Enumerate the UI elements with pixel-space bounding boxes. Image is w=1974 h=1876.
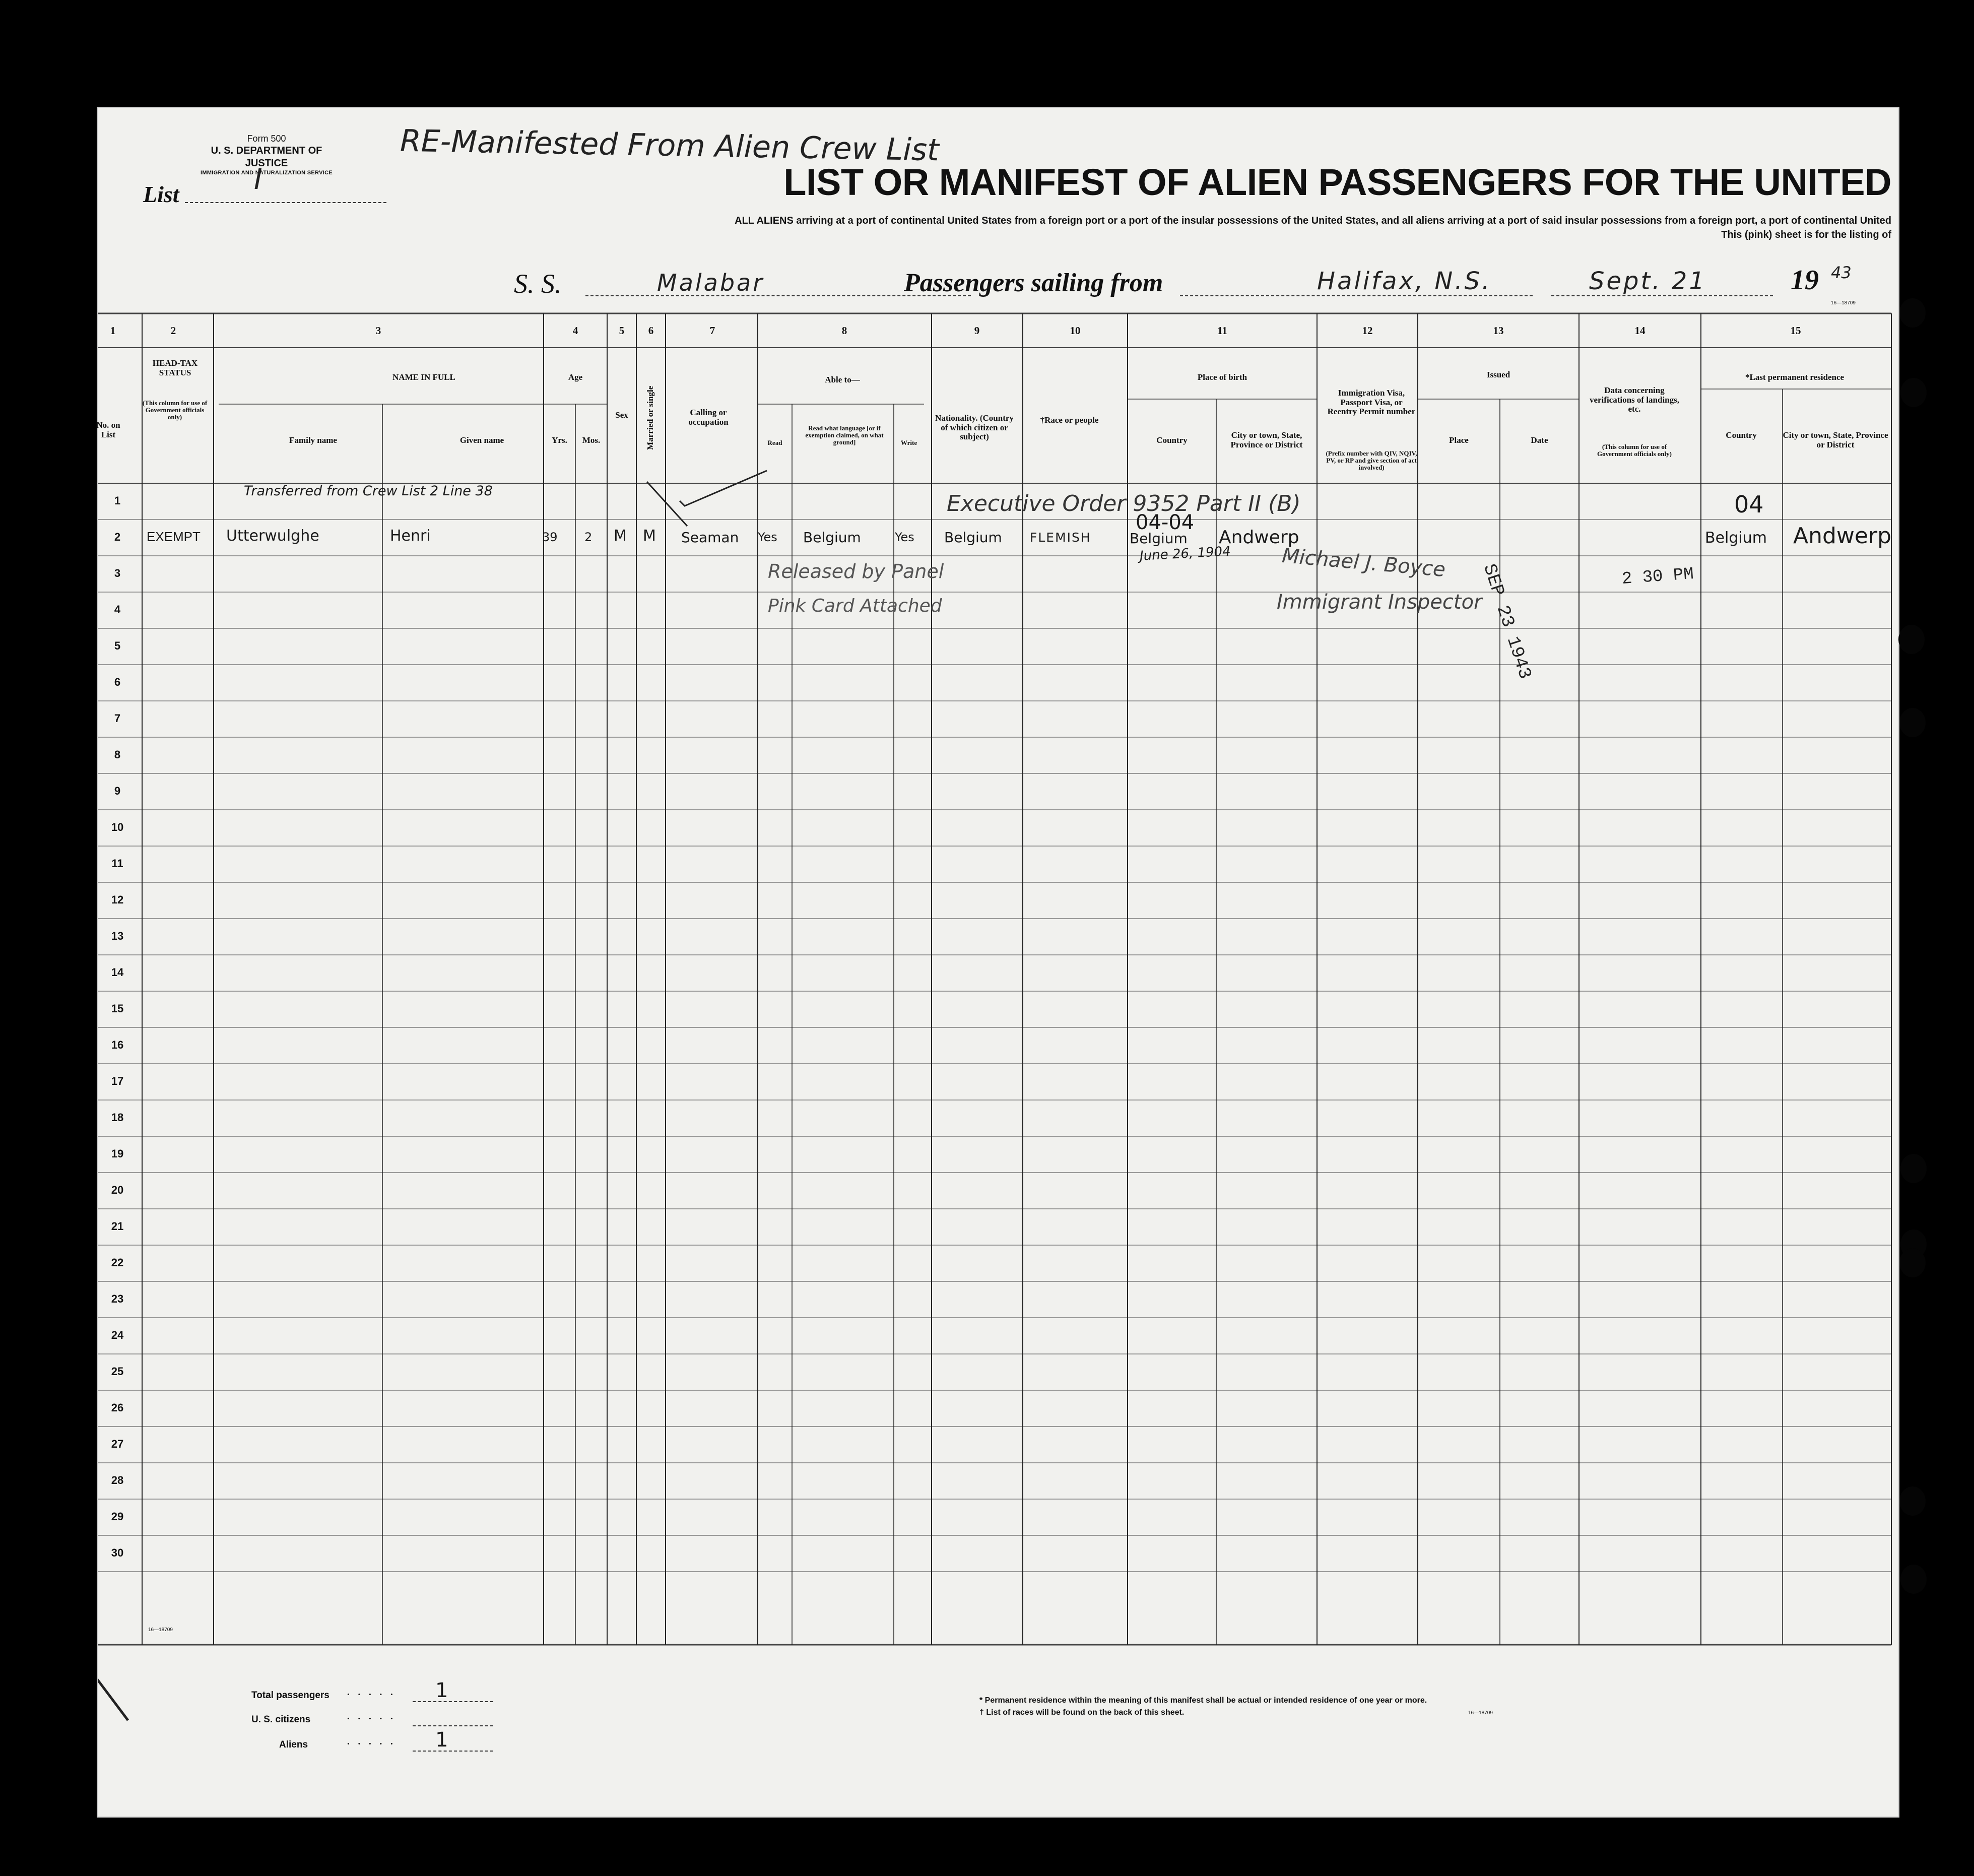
- header-married-text: Married or single: [645, 385, 655, 450]
- form-number: Form 500: [247, 134, 286, 144]
- row-number: 11: [111, 857, 123, 870]
- header-nationality: Nationality. (Country of which citizen or subject): [935, 413, 1014, 442]
- entry-birth-country: Belgium: [1130, 530, 1188, 547]
- arrival-date-stamp: SEP 23 1943: [1479, 561, 1536, 682]
- entry-age-mos: 2: [584, 530, 593, 544]
- header-birth-country: Country: [1156, 435, 1188, 445]
- entry-family-name: Utterwulghe: [226, 527, 319, 545]
- header-yrs: Yrs.: [552, 435, 567, 445]
- aliens-dots: . . . . .: [347, 1736, 396, 1747]
- header-data-concerning: Data concerning verifications of landings, etc.: [1589, 385, 1680, 414]
- entry-age-yrs: 39: [542, 530, 558, 544]
- year-suffix: 43: [1831, 263, 1852, 282]
- punch-hole: [1900, 1565, 1927, 1594]
- column-number: 5: [619, 325, 625, 337]
- row-number: 14: [111, 966, 124, 979]
- row-number: 8: [114, 748, 121, 761]
- department-name: U. S. DEPARTMENT OF JUSTICE: [211, 145, 322, 169]
- header-sex: Sex: [615, 410, 628, 420]
- column-number: 7: [709, 325, 715, 337]
- column-number: 13: [1493, 325, 1504, 337]
- header-head-tax-note: (This column for use of Government officials only): [142, 399, 208, 421]
- header-issued-place: Place: [1449, 435, 1469, 445]
- header-birth-city: City or town, State, Province or District: [1230, 430, 1303, 449]
- entry-language: Belgium: [803, 529, 861, 546]
- row-number: 28: [111, 1474, 124, 1486]
- column-number: 12: [1362, 325, 1373, 337]
- subtitle-line-2: This (pink) sheet is for the listing of: [1721, 229, 1891, 240]
- header-family-name: Family name: [289, 435, 337, 445]
- row-number: 1: [114, 494, 121, 507]
- header-calling: Calling or occupation: [688, 408, 729, 427]
- pink-card-note: Pink Card Attached: [768, 596, 942, 616]
- year-prefix: 19: [1791, 265, 1819, 296]
- us-citizens-dots: . . . . .: [347, 1711, 396, 1722]
- header-res-country: Country: [1726, 430, 1757, 440]
- row-number: 24: [111, 1329, 124, 1341]
- races-footnote: † List of races will be found on the back of this sheet.: [979, 1708, 1185, 1717]
- header-head-tax: HEAD-TAX STATUS: [152, 358, 198, 377]
- check-mark-2: [680, 471, 767, 506]
- executive-order-note: Executive Order 9352 Part II (B): [947, 491, 1301, 516]
- list-label: List: [143, 181, 179, 207]
- column-number: 14: [1634, 325, 1646, 337]
- total-passengers-value: 1: [435, 1679, 448, 1702]
- us-citizens-line: [413, 1725, 493, 1726]
- header-read-language: Read what language [or if exemption claimed, on what ground]: [805, 424, 884, 446]
- row-number: 15: [111, 1002, 124, 1015]
- arrival-time-stamp: 2 30 PM: [1621, 565, 1694, 589]
- header-race: †Race or people: [1040, 415, 1099, 425]
- entry-occupation: Seaman: [681, 529, 739, 546]
- punch-hole: [1900, 1154, 1927, 1183]
- header-able-to: Able to—: [825, 374, 860, 384]
- residence-footnote: * Permanent residence within the meaning of this manifest shall be actual or intended residence of one year or more.: [979, 1696, 1427, 1705]
- column-number: 10: [1070, 325, 1081, 337]
- sailing-date: Sept. 21: [1589, 267, 1706, 295]
- row-number: 19: [111, 1147, 124, 1160]
- row-number: 29: [111, 1510, 124, 1523]
- punch-hole: [1900, 378, 1927, 407]
- row-number: 30: [111, 1546, 124, 1559]
- us-citizens-label: U. S. citizens: [251, 1714, 311, 1725]
- column-number: 2: [170, 325, 176, 337]
- entry-res-code: 04: [1734, 491, 1764, 518]
- header-issued-date: Date: [1531, 435, 1548, 445]
- released-note: Released by Panel: [768, 560, 944, 583]
- row-number: 22: [111, 1256, 124, 1269]
- punch-hole: [1899, 1248, 1926, 1277]
- page-title: LIST OR MANIFEST OF ALIEN PASSENGERS FOR THE UNITED: [783, 161, 1891, 203]
- header-place-of-birth: Place of birth: [1197, 372, 1247, 382]
- row-number: 5: [114, 639, 121, 652]
- aliens-label: Aliens: [279, 1739, 308, 1750]
- entry-birth-city: Andwerp: [1219, 527, 1299, 548]
- sailing-label: Passengers sailing from: [904, 269, 1163, 297]
- header-write: Write: [900, 438, 917, 446]
- transfer-note: Transferred from Crew List 2 Line 38: [244, 483, 493, 499]
- margin-slash: [98, 1660, 128, 1720]
- punch-hole: [1899, 298, 1926, 328]
- row-number: 26: [111, 1401, 124, 1414]
- inspector-signature: Michael J. Boyce: [1281, 544, 1446, 582]
- punch-hole: [1899, 1486, 1926, 1516]
- row-number: 17: [111, 1075, 124, 1087]
- birth-date-note: June 26, 1904: [1139, 544, 1231, 564]
- service-name: IMMIGRATION AND NATURALIZATION SERVICE: [201, 169, 333, 176]
- header-print-code: 16—18709: [1831, 300, 1856, 306]
- row-number: 13: [111, 930, 124, 942]
- sailing-from: Halifax, N.S.: [1317, 267, 1492, 295]
- entry-read: Yes: [758, 530, 777, 544]
- row-number: 4: [114, 603, 121, 616]
- entry-sex: M: [614, 527, 627, 545]
- row-number: 18: [111, 1111, 124, 1124]
- entry-res-city: Andwerp: [1793, 523, 1891, 549]
- subtitle-line-1: ALL ALIENS arriving at a port of continental United States from a foreign port or a port of the insular possessions of the United States, and all aliens arriving at a port of said insular possessions from a foreign port, a port of continental United: [735, 215, 1891, 226]
- column-number: 8: [841, 325, 847, 337]
- column-number: 1: [110, 325, 116, 337]
- total-passengers-line: [413, 1701, 493, 1702]
- remanifest-note: RE-Manifested From Alien Crew List: [400, 123, 940, 168]
- header-visa: Immigration Visa, Passport Visa, or Reentry Permit number: [1327, 387, 1416, 417]
- row-number: 16: [111, 1039, 124, 1051]
- row-number: 7: [114, 712, 121, 725]
- ss-label: S. S.: [514, 269, 562, 299]
- entry-nationality: Belgium: [944, 529, 1002, 546]
- row-number: 20: [111, 1184, 124, 1196]
- row-number: 9: [114, 785, 121, 797]
- header-visa-note: (Prefix number with QIV, NQIV, PV, or RP and give section of act involved): [1326, 449, 1417, 472]
- row-print-code: 16—18709: [148, 1627, 173, 1633]
- entry-code: 04-04: [1136, 511, 1195, 534]
- row-number: 3: [114, 567, 121, 579]
- column-number: 4: [572, 325, 578, 337]
- column-number: 6: [648, 325, 654, 337]
- column-number: 9: [974, 325, 980, 337]
- row-number: 10: [111, 821, 124, 833]
- aliens-line: [413, 1751, 493, 1752]
- row-number: 23: [111, 1292, 124, 1305]
- row-number: 2: [114, 531, 121, 543]
- header-last-residence: *Last permanent residence: [1745, 372, 1845, 382]
- column-number: 11: [1217, 325, 1227, 337]
- entry-head-tax: EXEMPT: [147, 529, 201, 544]
- punch-hole: [1898, 625, 1925, 654]
- inspector-title: Immigrant Inspector: [1277, 591, 1482, 614]
- header-res-city: City or town, State, Province or District: [1783, 430, 1888, 449]
- row-number: 6: [114, 676, 121, 688]
- footer-print-code: 16—18709: [1468, 1710, 1493, 1716]
- punch-hole: [1899, 708, 1926, 737]
- header-read: Read: [767, 438, 782, 446]
- header-age: Age: [568, 372, 583, 382]
- row-number: 12: [111, 893, 124, 906]
- entry-given-name: Henri: [390, 527, 431, 545]
- entry-write: Yes: [895, 530, 914, 544]
- entry-race: FLEMISH: [1030, 530, 1091, 545]
- row-number: 25: [111, 1365, 124, 1378]
- entry-marital: M: [643, 527, 656, 545]
- header-mos: Mos.: [582, 435, 601, 445]
- entry-res-country: Belgium: [1705, 529, 1767, 547]
- header-married: [636, 360, 666, 476]
- header-given-name: Given name: [459, 435, 504, 445]
- manifest-sheet: [97, 107, 1899, 1818]
- column-number: 15: [1790, 325, 1801, 337]
- total-passengers-label: Total passengers: [251, 1690, 330, 1701]
- aliens-value: 1: [435, 1728, 448, 1752]
- header-no-on-list: No. on List: [96, 420, 120, 439]
- list-value: I: [254, 163, 262, 196]
- header-issued: Issued: [1486, 369, 1510, 379]
- column-number: 3: [375, 325, 381, 337]
- total-passengers-dots: . . . . .: [347, 1687, 396, 1698]
- header-data-note: (This column for use of Government officials only): [1597, 442, 1672, 458]
- row-number: 27: [111, 1438, 124, 1450]
- header-name-in-full: NAME IN FULL: [392, 372, 455, 382]
- ship-name: Malabar: [657, 269, 765, 296]
- row-number: 21: [111, 1220, 124, 1233]
